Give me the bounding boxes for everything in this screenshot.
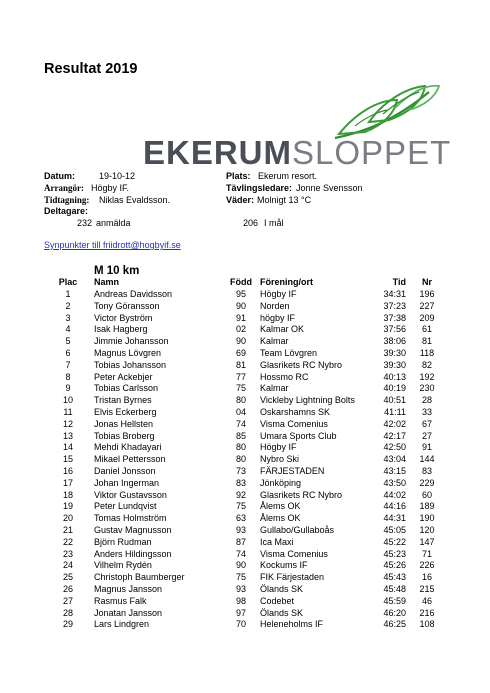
header-namn: Namn bbox=[94, 277, 120, 287]
cell-nr: 226 bbox=[419, 560, 435, 571]
cell-fodd: 63 bbox=[235, 513, 246, 524]
cell-fodd: 74 bbox=[235, 548, 246, 559]
imal-count: 206 bbox=[242, 218, 258, 228]
cell-tid: 46:25 bbox=[383, 619, 406, 630]
cell-namn: Anders Hildingsson bbox=[94, 548, 172, 559]
cell-nr: 227 bbox=[419, 300, 435, 311]
plats-label: Plats: bbox=[226, 171, 251, 181]
cell-plac: 17 bbox=[62, 477, 73, 488]
cell-forening: Glasrikets RC Nybro bbox=[260, 359, 343, 370]
table-row bbox=[0, 596, 490, 608]
cell-nr: 144 bbox=[419, 454, 435, 465]
cell-plac: 28 bbox=[62, 607, 73, 618]
cell-nr: 216 bbox=[419, 607, 435, 618]
cell-fodd: 97 bbox=[235, 607, 246, 618]
tidtagning-value: Niklas Evaldsson. bbox=[99, 195, 171, 205]
table-row bbox=[0, 289, 490, 301]
cell-forening: Norden bbox=[260, 300, 290, 311]
cell-namn: Elvis Eckerberg bbox=[94, 407, 157, 417]
cell-namn: Vilhelm Rydén bbox=[94, 560, 152, 571]
cell-tid: 44:31 bbox=[383, 513, 406, 524]
cell-fodd: 91 bbox=[235, 312, 246, 323]
cell-tid: 45:26 bbox=[383, 560, 406, 571]
cell-namn: Tobias Carlsson bbox=[94, 383, 159, 394]
anmalda-count: 232 bbox=[76, 218, 92, 228]
cell-plac: 19 bbox=[62, 501, 73, 512]
header-fodd: Född bbox=[230, 277, 252, 287]
arrangor-label: Arrangör: bbox=[44, 183, 84, 193]
cell-namn: Andreas Davidsson bbox=[94, 289, 173, 299]
cell-namn: Viktor Gustavsson bbox=[94, 489, 167, 500]
cell-fodd: 93 bbox=[235, 584, 246, 594]
cell-namn: Daniel Jonsson bbox=[94, 466, 156, 476]
cell-plac: 20 bbox=[62, 513, 73, 524]
table-row bbox=[0, 383, 490, 395]
cell-nr: 209 bbox=[419, 312, 435, 323]
cell-namn: Magnus Jansson bbox=[94, 584, 163, 594]
cell-nr: 16 bbox=[421, 572, 432, 583]
cell-plac: 9 bbox=[65, 383, 71, 394]
cell-nr: 229 bbox=[419, 477, 435, 488]
cell-tid: 37:23 bbox=[383, 300, 406, 311]
cell-fodd: 75 bbox=[235, 572, 246, 583]
tavlingsledare-value: Jonne Svensson bbox=[296, 183, 363, 193]
cell-forening: Nybro Ski bbox=[260, 454, 300, 465]
feedback-email-link[interactable]: Synpunkter till friidrott@hogbyif.se bbox=[44, 240, 181, 250]
cell-nr: 60 bbox=[421, 489, 432, 500]
cell-nr: 28 bbox=[421, 395, 432, 406]
cell-fodd: 83 bbox=[235, 477, 246, 488]
cell-namn: Jonas Hellsten bbox=[94, 418, 154, 429]
cell-forening: Kalmar bbox=[260, 336, 289, 347]
cell-fodd: 80 bbox=[235, 454, 246, 465]
table-row bbox=[0, 336, 490, 348]
cell-tid: 42:50 bbox=[383, 442, 406, 453]
cell-tid: 41:11 bbox=[384, 407, 406, 417]
cell-plac: 13 bbox=[62, 430, 73, 441]
logo-text-sloppet: SLOPPET bbox=[292, 134, 452, 171]
cell-plac: 15 bbox=[62, 454, 73, 465]
cell-fodd: 81 bbox=[235, 359, 246, 370]
cell-nr: 118 bbox=[419, 348, 435, 358]
cell-plac: 14 bbox=[62, 442, 73, 453]
cell-plac: 27 bbox=[62, 595, 73, 606]
cell-namn: Peter Ackebjer bbox=[94, 371, 153, 382]
cell-nr: 120 bbox=[419, 525, 435, 535]
table-row bbox=[0, 301, 490, 313]
cell-namn: Mehdi Khadayari bbox=[94, 442, 162, 453]
cell-tid: 38:06 bbox=[383, 336, 406, 347]
deltagare-label: Deltagare: bbox=[44, 206, 89, 216]
cell-forening: högby IF bbox=[260, 312, 296, 323]
cell-tid: 39:30 bbox=[383, 348, 406, 358]
cell-fodd: 04 bbox=[235, 407, 246, 417]
header-tid: Tid bbox=[392, 277, 406, 287]
cell-nr: 147 bbox=[419, 536, 435, 547]
vader-value: Molnigt 13 °C bbox=[257, 195, 312, 205]
cell-namn: Tony Göransson bbox=[94, 300, 160, 311]
imal-label: I mål bbox=[264, 218, 284, 228]
cell-tid: 44:16 bbox=[383, 501, 406, 512]
cell-forening: Högby IF bbox=[260, 289, 297, 299]
cell-tid: 40:51 bbox=[383, 395, 406, 406]
cell-fodd: 98 bbox=[235, 595, 246, 606]
datum-value: 19-10-12 bbox=[99, 171, 136, 181]
cell-plac: 12 bbox=[62, 418, 73, 429]
cell-nr: 108 bbox=[419, 619, 435, 630]
cell-forening: Codebet bbox=[260, 595, 295, 606]
cell-fodd: 75 bbox=[235, 501, 246, 512]
table-row bbox=[0, 324, 490, 336]
cell-forening: Heleneholms IF bbox=[260, 619, 324, 630]
cell-nr: 189 bbox=[419, 501, 435, 512]
cell-plac: 11 bbox=[63, 407, 73, 417]
cell-fodd: 87 bbox=[235, 536, 246, 547]
cell-tid: 37:38 bbox=[383, 312, 406, 323]
cell-fodd: 80 bbox=[235, 395, 246, 406]
cell-plac: 6 bbox=[65, 348, 71, 358]
cell-fodd: 75 bbox=[235, 383, 246, 394]
cell-nr: 27 bbox=[421, 430, 432, 441]
tavlingsledare-label: Tävlingsledare: bbox=[226, 183, 293, 193]
cell-fodd: 90 bbox=[235, 560, 246, 571]
logo-text-ekerum: EKERUM bbox=[143, 134, 293, 171]
cell-namn: Lars Lindgren bbox=[94, 619, 150, 630]
cell-plac: 21 bbox=[62, 525, 73, 535]
cell-nr: 196 bbox=[419, 289, 435, 299]
cell-namn: Jimmie Johansson bbox=[94, 336, 169, 347]
cell-fodd: 73 bbox=[235, 466, 246, 476]
cell-namn: Jonatan Jansson bbox=[94, 607, 163, 618]
cell-tid: 42:02 bbox=[383, 418, 406, 429]
cell-nr: 230 bbox=[419, 383, 435, 394]
table-row bbox=[0, 395, 490, 407]
cell-plac: 10 bbox=[62, 395, 73, 406]
cell-forening: Kockums IF bbox=[260, 560, 308, 571]
table-row bbox=[0, 442, 490, 454]
table-row bbox=[0, 560, 490, 572]
cell-forening: Vickleby Lightning Bolts bbox=[260, 395, 355, 406]
cell-nr: 33 bbox=[421, 407, 432, 417]
table-row bbox=[0, 584, 490, 596]
cell-nr: 71 bbox=[421, 548, 432, 559]
plats-value: Ekerum resort. bbox=[258, 171, 318, 181]
cell-forening: Ålems OK bbox=[260, 513, 301, 524]
table-row bbox=[0, 454, 490, 466]
cell-nr: 83 bbox=[421, 466, 432, 476]
cell-nr: 61 bbox=[421, 324, 432, 335]
cell-fodd: 69 bbox=[235, 348, 246, 358]
cell-forening: Glasrikets RC Nybro bbox=[260, 489, 343, 500]
cell-fodd: 92 bbox=[235, 489, 246, 500]
cell-plac: 18 bbox=[62, 489, 73, 500]
oak-leaf-logo-icon bbox=[325, 82, 443, 142]
cell-tid: 44:02 bbox=[383, 489, 406, 500]
cell-nr: 192 bbox=[419, 371, 435, 382]
cell-forening: Gullabo/Gullaboås bbox=[260, 525, 335, 535]
table-row bbox=[0, 431, 490, 443]
table-row bbox=[0, 407, 490, 419]
cell-tid: 45:59 bbox=[383, 595, 406, 606]
cell-plac: 7 bbox=[65, 359, 71, 370]
cell-forening: Högby IF bbox=[260, 442, 297, 453]
cell-tid: 43:04 bbox=[383, 454, 406, 465]
cell-tid: 45:05 bbox=[383, 525, 406, 535]
cell-namn: Björn Rudman bbox=[94, 536, 152, 547]
cell-nr: 91 bbox=[421, 442, 432, 453]
cell-forening: FIK Färjestaden bbox=[260, 572, 325, 583]
cell-forening: Oskarshamns SK bbox=[260, 407, 331, 417]
cell-tid: 40:19 bbox=[383, 383, 406, 394]
cell-plac: 3 bbox=[65, 312, 71, 323]
table-row bbox=[0, 348, 490, 360]
cell-namn: Tomas Holmström bbox=[94, 513, 167, 524]
cell-namn: Peter Lundqvist bbox=[94, 501, 157, 512]
header-nr: Nr bbox=[421, 277, 432, 287]
cell-forening: FÄRJESTADEN bbox=[260, 466, 325, 476]
anmalda-label: anmälda bbox=[96, 218, 131, 228]
cell-tid: 43:50 bbox=[383, 477, 406, 488]
cell-forening: Ölands SK bbox=[260, 584, 304, 594]
table-row bbox=[0, 360, 490, 372]
table-row bbox=[0, 313, 490, 325]
cell-forening: Hossmo RC bbox=[260, 371, 309, 382]
table-row bbox=[0, 537, 490, 549]
cell-tid: 45:43 bbox=[383, 572, 406, 583]
cell-tid: 40:13 bbox=[383, 371, 406, 382]
cell-plac: 5 bbox=[65, 336, 71, 347]
table-row bbox=[0, 572, 490, 584]
cell-nr: 82 bbox=[421, 359, 432, 370]
cell-fodd: 95 bbox=[235, 289, 246, 299]
cell-namn: Gustav Magnusson bbox=[94, 525, 172, 535]
cell-forening: Ölands SK bbox=[260, 607, 304, 618]
cell-fodd: 74 bbox=[235, 418, 246, 429]
cell-nr: 81 bbox=[421, 336, 432, 347]
header-forening: Förening/ort bbox=[260, 277, 313, 287]
table-row bbox=[0, 525, 490, 537]
cell-namn: Tristan Byrnes bbox=[94, 395, 152, 406]
arrangor-value: Högby IF. bbox=[91, 183, 130, 193]
cell-forening: Kalmar OK bbox=[260, 324, 305, 335]
cell-fodd: 90 bbox=[235, 300, 246, 311]
cell-plac: 22 bbox=[62, 536, 73, 547]
cell-fodd: 93 bbox=[235, 525, 246, 535]
cell-fodd: 77 bbox=[235, 371, 246, 382]
cell-forening: Umara Sports Club bbox=[260, 430, 337, 441]
tidtagning-label: Tidtagning: bbox=[44, 195, 90, 205]
table-row bbox=[0, 513, 490, 525]
page-title: Resultat 2019 bbox=[44, 61, 138, 77]
cell-tid: 34:31 bbox=[383, 289, 406, 299]
cell-namn: Magnus Lövgren bbox=[94, 348, 162, 358]
cell-namn: Victor Byström bbox=[94, 312, 153, 323]
cell-fodd: 70 bbox=[235, 619, 246, 630]
cell-tid: 37:56 bbox=[383, 324, 406, 335]
cell-forening: Visma Comenius bbox=[260, 418, 328, 429]
cell-fodd: 80 bbox=[235, 442, 246, 453]
table-row bbox=[0, 478, 490, 490]
cell-plac: 26 bbox=[62, 584, 73, 594]
cell-namn: Mikael Pettersson bbox=[94, 454, 166, 465]
section-title: M 10 km bbox=[94, 265, 140, 277]
datum-label: Datum: bbox=[44, 171, 75, 181]
cell-forening: Ica Maxi bbox=[260, 536, 294, 547]
cell-plac: 29 bbox=[62, 619, 73, 630]
logo-wordmark bbox=[143, 136, 451, 169]
cell-plac: 2 bbox=[65, 300, 71, 311]
cell-fodd: 85 bbox=[235, 430, 246, 441]
cell-tid: 42:17 bbox=[383, 430, 406, 441]
cell-tid: 45:48 bbox=[383, 584, 406, 594]
table-row bbox=[0, 501, 490, 513]
cell-tid: 45:22 bbox=[383, 536, 406, 547]
cell-tid: 46:20 bbox=[383, 607, 406, 618]
cell-namn: Tobias Broberg bbox=[94, 430, 155, 441]
cell-plac: 4 bbox=[65, 324, 71, 335]
cell-forening: Kalmar bbox=[260, 383, 289, 394]
cell-forening: Team Lövgren bbox=[260, 348, 318, 358]
table-row bbox=[0, 419, 490, 431]
cell-nr: 67 bbox=[421, 418, 432, 429]
table-row bbox=[0, 549, 490, 561]
cell-plac: 16 bbox=[62, 466, 73, 476]
cell-nr: 215 bbox=[419, 584, 435, 594]
vader-label: Väder: bbox=[226, 195, 255, 205]
cell-tid: 45:23 bbox=[383, 548, 406, 559]
cell-plac: 24 bbox=[62, 560, 73, 571]
cell-plac: 1 bbox=[65, 289, 71, 299]
cell-nr: 190 bbox=[419, 513, 435, 524]
cell-plac: 8 bbox=[65, 371, 71, 382]
cell-namn: Rasmus Falk bbox=[94, 595, 147, 606]
cell-namn: Isak Hagberg bbox=[94, 324, 148, 335]
cell-namn: Christoph Baumberger bbox=[94, 572, 185, 583]
table-row bbox=[0, 372, 490, 384]
table-row bbox=[0, 490, 490, 502]
cell-tid: 43:15 bbox=[383, 466, 406, 476]
cell-forening: Visma Comenius bbox=[260, 548, 328, 559]
cell-forening: Jönköping bbox=[260, 477, 302, 488]
cell-nr: 46 bbox=[421, 595, 432, 606]
cell-namn: Tobias Johansson bbox=[94, 359, 167, 370]
table-row bbox=[0, 466, 490, 478]
cell-plac: 23 bbox=[62, 548, 73, 559]
cell-fodd: 02 bbox=[235, 324, 246, 335]
cell-fodd: 90 bbox=[235, 336, 246, 347]
table-row bbox=[0, 608, 490, 620]
cell-plac: 25 bbox=[62, 572, 73, 583]
cell-forening: Ålems OK bbox=[260, 501, 301, 512]
cell-tid: 39:30 bbox=[383, 359, 406, 370]
table-row bbox=[0, 619, 490, 631]
cell-namn: Johan Ingerman bbox=[94, 477, 160, 488]
header-plac: Plac bbox=[58, 277, 78, 287]
